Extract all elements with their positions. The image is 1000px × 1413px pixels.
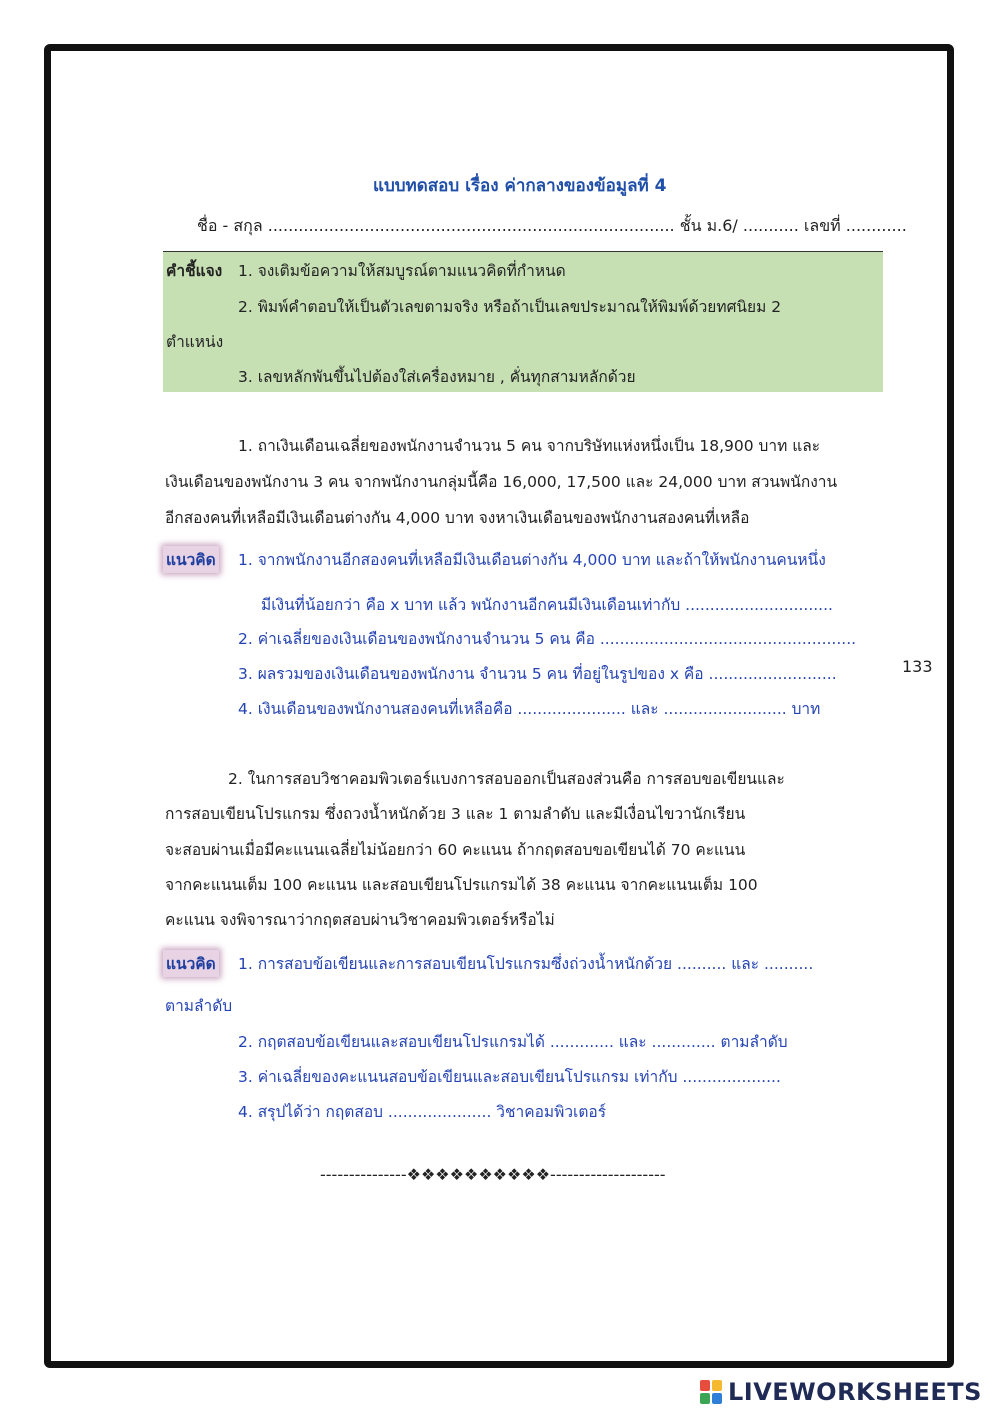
logo-wordmark: LIVEWORKSHEETS	[728, 1378, 982, 1406]
q2-step-2: 2. กฤตสอบข้อเขียนและสอบเขียนโปรแกรมได้ ............. และ ............. ตามลำดับ	[238, 1033, 788, 1051]
instruction-2-continued: ตำแหน่ง	[166, 333, 224, 351]
worksheet-title: แบบทดสอบ เรื่อง ค่ากลางของข้อมูลที่ 4	[373, 176, 667, 196]
q2-line-3: จะสอบผ่านเมื่อมีคะแนนเฉลี่ยไม่น้อยกว่า 60 คะแนน ถ้ากฤตสอบขอเขียนได้ 70 คะแนน	[165, 841, 746, 859]
q1-step-2: 2. ค่าเฉลี่ยของเงินเดือนของพนักงานจำนวน 5 คน คือ ....................................................	[238, 630, 857, 648]
q1-step-1: 1. จากพนักงานอีกสองคนที่เหลือมีเงินเดือนต่างกัน 4,000 บาท และถ้าให้พนักงานคนหนึ่ง	[238, 551, 826, 569]
q1-line-2: เงินเดือนของพนักงาน 3 คน จากพนักงานกลุ่มนี้คือ 16,000, 17,500 และ 24,000 บาท สวนพนักงาน	[165, 473, 838, 491]
q2-line-1: 2. ในการสอบวิชาคอมพิวเตอร์แบงการสอบออกเป็นสองส่วนคือ การสอบขอเขียนและ	[228, 770, 785, 788]
instructions-label: คำชี้แจง	[166, 262, 223, 280]
q1-line-1: 1. ถาเงินเดือนเฉลี่ยของพนักงานจำนวน 5 คน จากบริษัทแห่งหนึ่งเป็น 18,900 บาท และ	[238, 437, 821, 455]
q2-step-3: 3. ค่าเฉลี่ยของคะแนนสอบข้อเขียนและสอบเขียนโปรแกรม เท่ากับ ....................	[238, 1068, 781, 1086]
q1-step-3: 3. ผลรวมของเงินเดือนของพนักงาน จำนวน 5 คน ที่อยู่ในรูปของ x คือ ..........................	[238, 665, 837, 683]
q2-step-1: 1. การสอบข้อเขียนและการสอบเขียนโปรแกรมซึ่งถ่วงน้ำหนักด้วย .......... และ ..........	[238, 955, 814, 973]
q1-step-4: 4. เงินเดือนของพนักงานสองคนที่เหลือคือ ...................... และ ......................... บาท	[238, 700, 821, 718]
q2-step-4: 4. สรุปได้ว่า กฤตสอบ ..................... วิชาคอมพิวเตอร์	[238, 1103, 607, 1121]
q1-line-3: อีกสองคนที่เหลือมีเงินเดือนต่างกัน 4,000 บาท จงหาเงินเดือนของพนักงานสองคนที่เหลือ	[165, 509, 750, 527]
instruction-2: 2. พิมพ์คำตอบให้เป็นตัวเลขตามจริง หรือถ้าเป็นเลขประมาณให้พิมพ์ด้วยทศนิยม 2	[238, 298, 782, 316]
logo-squares-icon	[700, 1380, 722, 1404]
q1-step-1-continued: มีเงินที่น้อยกว่า คือ x บาท แล้ว พนักงานอีกคนมีเงินเดือนเท่ากับ ..............................	[261, 596, 833, 614]
instruction-3: 3. เลขหลักพันขึ้นไปต้องใส่เครื่องหมาย , คั่นทุกสามหลักด้วย	[238, 368, 636, 386]
section-divider: ---------------❖❖❖❖❖❖❖❖❖❖--------------------	[320, 1165, 666, 1184]
q2-line-2: การสอบเขียนโปรแกรม ซึ่งถวงน้ำหนักด้วย 3 และ 1 ตามลำดับ และมีเงื่อนไขวานักเรียน	[165, 805, 746, 823]
student-info-line: ชื่อ - สกุล ................................................................................ ชั้น ม.6/ ........... เลขที่ ............	[197, 216, 907, 235]
q2-concept-tag: แนวคิด	[163, 950, 219, 977]
instructions-box	[163, 251, 883, 392]
page-number: 133	[902, 657, 933, 676]
q1-concept-tag: แนวคิด	[163, 546, 219, 573]
q2-step-1-continued: ตามลำดับ	[165, 997, 233, 1015]
q2-line-5: คะแนน จงพิจารณาว่ากฤตสอบผ่านวิชาคอมพิวเตอร์หรือไม่	[165, 911, 555, 929]
q2-line-4: จากคะแนนเต็ม 100 คะแนน และสอบเขียนโปรแกรมได้ 38 คะแนน จากคะแนนเต็ม 100	[165, 876, 758, 894]
instruction-1: 1. จงเติมข้อความให้สมบูรณ์ตามแนวคิดที่กำหนด	[238, 262, 566, 280]
